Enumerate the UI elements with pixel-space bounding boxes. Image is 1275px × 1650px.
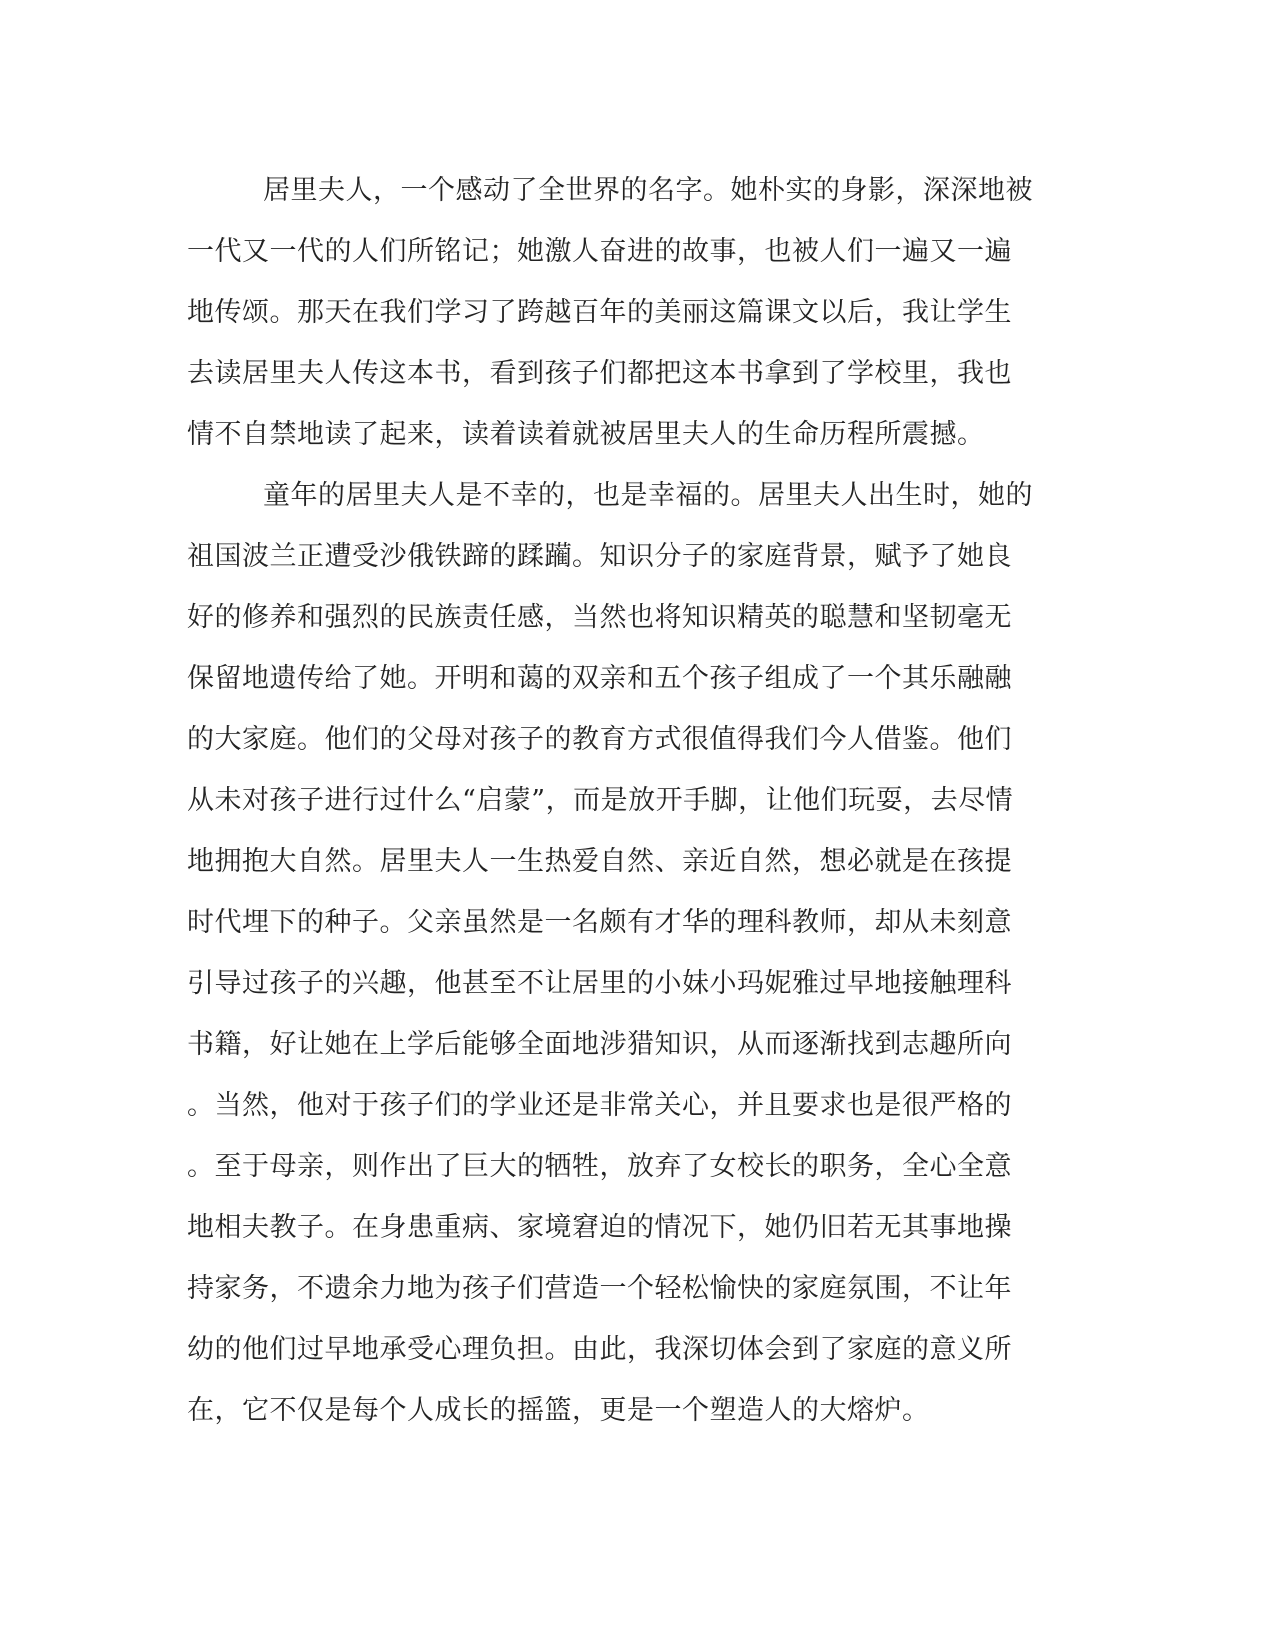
text-line: 去读居里夫人传这本书，看到孩子们都把这本书拿到了学校里，我也 — [187, 358, 1012, 389]
text-line: 好的修养和强烈的民族责任感，当然也将知识精英的聪慧和坚韧毫无 — [187, 602, 1012, 633]
text-line: 从未对孩子进行过什么“启蒙”，而是放开手脚，让他们玩耍，去尽情 — [187, 785, 1014, 816]
text-line: 的大家庭。他们的父母对孩子的教育方式很值得我们今人借鉴。他们 — [187, 724, 1012, 755]
text-line: 保留地遗传给了她。开明和蔼的双亲和五个孩子组成了一个其乐融融 — [187, 663, 1012, 694]
text-line: 地传颂。那天在我们学习了跨越百年的美丽这篇课文以后，我让学生 — [187, 297, 1012, 328]
text-line: 持家务，不遗余力地为孩子们营造一个轻松愉快的家庭氛围，不让年 — [187, 1273, 1012, 1304]
paragraph-1 — [187, 160, 1067, 465]
text-line: 。当然，他对于孩子们的学业还是非常关心，并且要求也是很严格的 — [187, 1090, 1012, 1121]
text-line: 童年的居里夫人是不幸的，也是幸福的。居里夫人出生时，她的 — [263, 480, 1033, 511]
text-line: 祖国波兰正遭受沙俄铁蹄的蹂躏。知识分子的家庭背景，赋予了她良 — [187, 541, 1012, 572]
text-line: 引导过孩子的兴趣，他甚至不让居里的小妹小玛妮雅过早地接触理科 — [187, 968, 1012, 999]
text-line: 幼的他们过早地承受心理负担。由此，我深切体会到了家庭的意义所 — [187, 1334, 1012, 1365]
text-line: 地拥抱大自然。居里夫人一生热爱自然、亲近自然，想必就是在孩提 — [187, 846, 1012, 877]
text-line: 书籍，好让她在上学后能够全面地涉猎知识，从而逐渐找到志趣所向 — [187, 1029, 1012, 1060]
text-line: 。至于母亲，则作出了巨大的牺牲，放弃了女校长的职务，全心全意 — [187, 1151, 1012, 1182]
text-line: 时代埋下的种子。父亲虽然是一名颇有才华的理科教师，却从未刻意 — [187, 907, 1012, 938]
text-line: 在，它不仅是每个人成长的摇篮，更是一个塑造人的大熔炉。 — [187, 1395, 930, 1426]
text-line: 情不自禁地读了起来，读着读着就被居里夫人的生命历程所震撼。 — [187, 419, 985, 450]
text-line: 居里夫人，一个感动了全世界的名字。她朴实的身影，深深地被 — [263, 175, 1033, 206]
document-body — [187, 160, 1067, 1441]
text-line: 一代又一代的人们所铭记；她激人奋进的故事，也被人们一遍又一遍 — [187, 236, 1012, 267]
text-line: 地相夫教子。在身患重病、家境窘迫的情况下，她仍旧若无其事地操 — [187, 1212, 1012, 1243]
paragraph-2 — [187, 465, 1067, 1441]
